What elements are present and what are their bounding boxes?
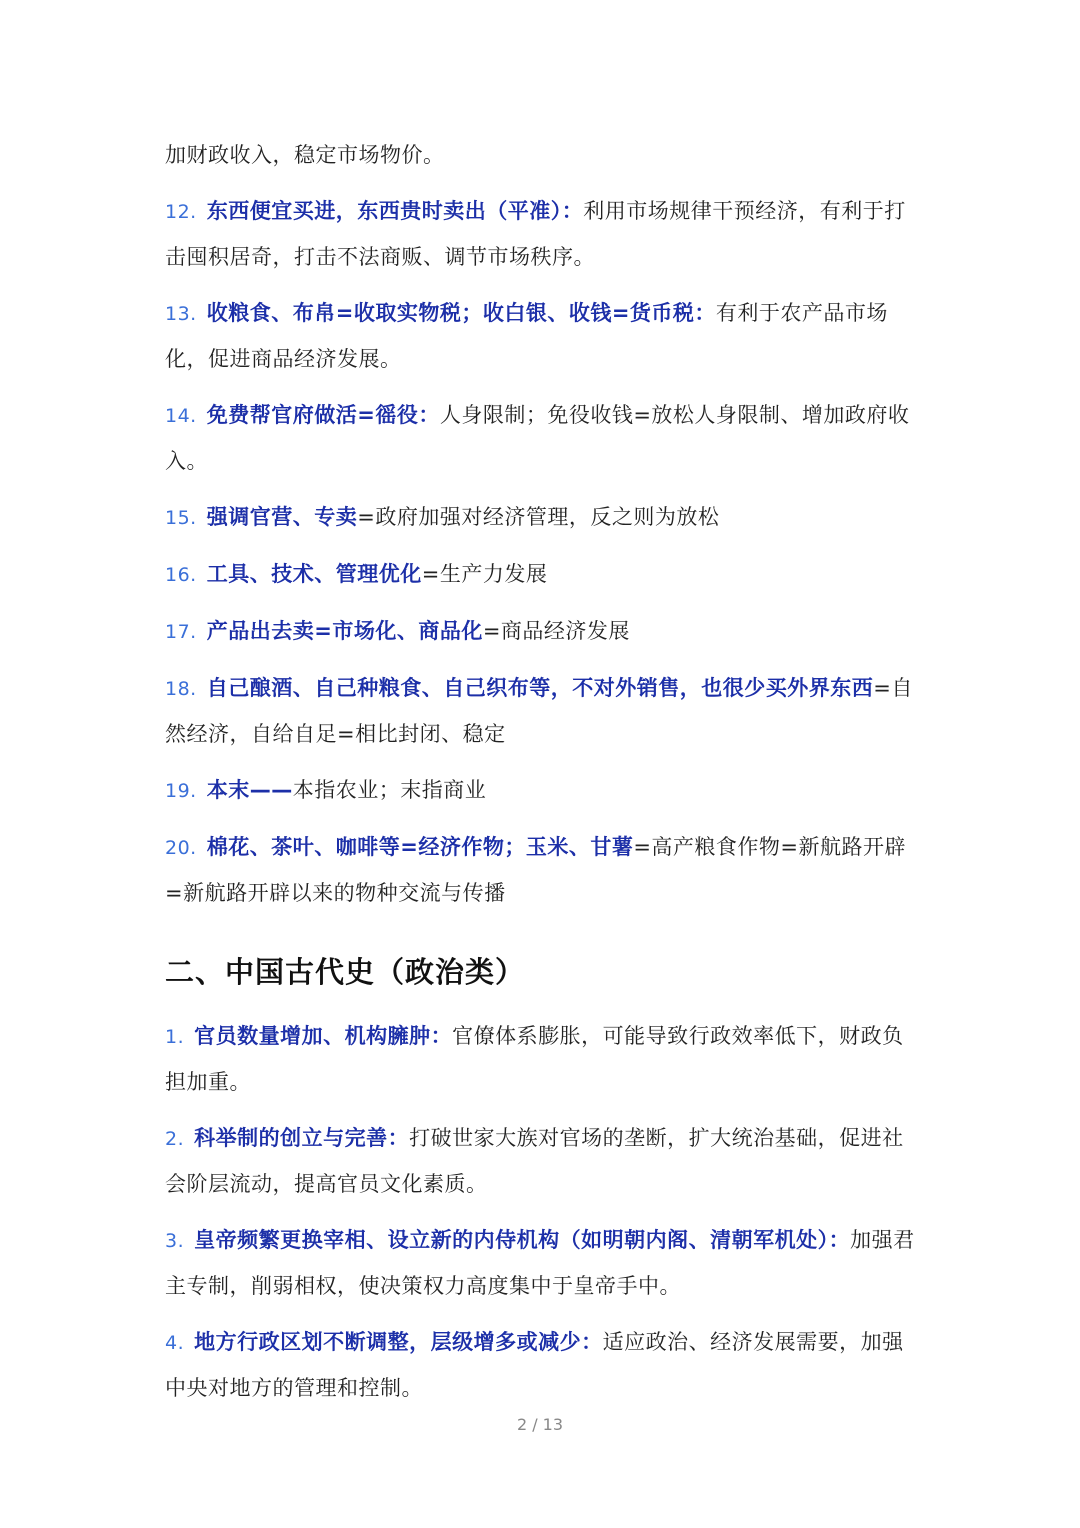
item-text: =商品经济发展 [482, 619, 630, 643]
item-highlight: 地方行政区划不断调整，层级增多或减少： [194, 1330, 603, 1354]
item-highlight: 科举制的创立与完善： [194, 1126, 410, 1150]
section-heading: 二、中国古代史（政治类） [165, 955, 526, 989]
list-item-13 [165, 291, 915, 382]
list-item-15 [165, 495, 915, 541]
item-number: 4. [165, 1332, 185, 1354]
list-item-14 [165, 393, 915, 484]
item-number: 13. [165, 303, 197, 325]
list-item-20 [165, 825, 915, 916]
list-item-18 [165, 666, 915, 757]
politics-item-4 [165, 1320, 915, 1411]
item-number: 17. [165, 621, 197, 643]
item-highlight: 工具、技术、管理优化 [206, 562, 422, 586]
continuation-paragraph: 加财政收入，稳定市场物价。 [165, 143, 445, 167]
item-number: 19. [165, 780, 197, 802]
page-indicator: 2 / 13 [516, 1415, 564, 1434]
item-text: =自然经济，自给自足=相比封闭、稳定 [165, 676, 913, 746]
item-highlight: 东西便宜买进，东西贵时卖出（平准）： [206, 199, 584, 223]
list-item-17 [165, 609, 915, 655]
list-item-16 [165, 552, 915, 598]
list-item-19 [165, 768, 915, 814]
item-highlight: 皇帝频繁更换宰相、设立新的内侍机构（如明朝内阁、清朝军机处）： [194, 1228, 851, 1252]
item-highlight: 本末—— [206, 778, 293, 802]
item-text: 人身限制；免役收钱=放松人身限制、增加政府收入。 [165, 403, 910, 473]
politics-item-3 [165, 1218, 915, 1309]
item-highlight: 产品出去卖=市场化、商品化 [206, 619, 483, 643]
item-text: 本指农业；末指商业 [292, 778, 487, 802]
item-number: 2. [165, 1128, 185, 1150]
item-highlight: 强调官营、专卖 [206, 505, 358, 529]
item-number: 18. [165, 678, 197, 700]
item-text: =生产力发展 [421, 562, 548, 586]
politics-item-2 [165, 1116, 915, 1207]
item-highlight: 自己酿酒、自己种粮食、自己织布等，不对外销售，也很少买外界东西 [206, 676, 874, 700]
item-text: =高产粮食作物=新航路开辟=新航路开辟以来的物种交流与传播 [165, 835, 907, 905]
item-highlight: 收粮食、布帛=收取实物税；收白银、收钱=货币税： [206, 301, 716, 325]
item-highlight: 官员数量增加、机构臃肿： [194, 1024, 453, 1048]
politics-item-1 [165, 1014, 915, 1105]
item-number: 12. [165, 201, 197, 223]
item-number: 14. [165, 405, 197, 427]
item-number: 20. [165, 837, 197, 859]
item-highlight: 免费帮官府做活=徭役： [206, 403, 440, 427]
item-text: 打破世家大族对官场的垄断，扩大统治基础，促进社会阶层流动，提高官员文化素质。 [165, 1126, 904, 1196]
item-number: 16. [165, 564, 197, 586]
item-highlight: 棉花、茶叶、咖啡等=经济作物；玉米、甘薯 [206, 835, 634, 859]
item-text: =政府加强对经济管理，反之则为放松 [357, 505, 720, 529]
list-item-12 [165, 189, 915, 280]
item-number: 1. [165, 1026, 185, 1048]
item-number: 15. [165, 507, 197, 529]
document-content [165, 133, 915, 1422]
item-text: 加强君主专制，削弱相权，使决策权力高度集中于皇帝手中。 [165, 1228, 915, 1298]
item-text: 适应政治、经济发展需要，加强中央对地方的管理和控制。 [165, 1330, 904, 1400]
item-text: 有利于农产品市场化，促进商品经济发展。 [165, 301, 888, 371]
item-number: 3. [165, 1230, 185, 1252]
item-text: 官僚体系膨胀，可能导致行政效率低下，财政负担加重。 [165, 1024, 904, 1094]
item-text: 利用市场规律干预经济，有利于打击囤积居奇，打击不法商贩、调节市场秩序。 [165, 199, 906, 269]
